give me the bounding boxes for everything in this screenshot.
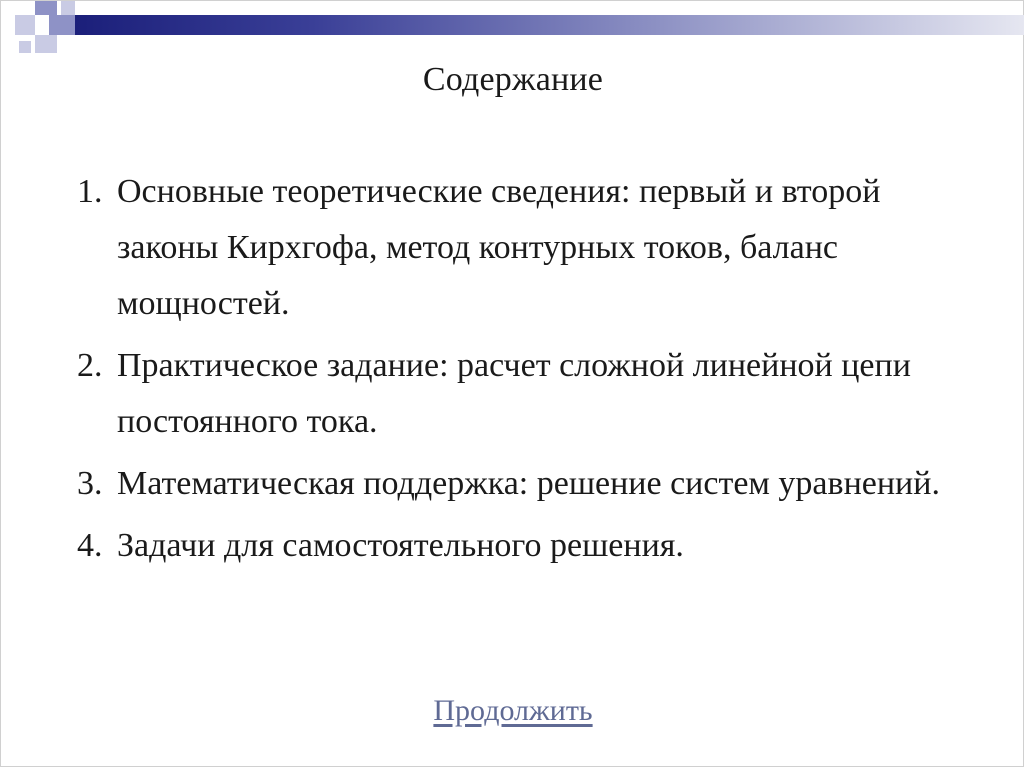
deco-square bbox=[19, 41, 31, 53]
list-item bbox=[77, 338, 977, 450]
list-item bbox=[77, 456, 977, 512]
list-item bbox=[77, 164, 977, 332]
contents-list bbox=[77, 164, 977, 580]
item-number: 2. bbox=[77, 347, 103, 384]
continue-link-container bbox=[1, 694, 1024, 728]
header-gradient-bar bbox=[75, 15, 1024, 35]
continue-link[interactable]: Продолжить bbox=[433, 694, 593, 727]
item-number: 1. bbox=[77, 173, 103, 210]
list-item bbox=[77, 518, 977, 574]
item-text: Практическое задание: расчет сложной линейной цепи постоянного тока. bbox=[117, 347, 911, 440]
item-text: Математическая поддержка: решение систем уравнений. bbox=[117, 465, 940, 502]
item-number: 3. bbox=[77, 465, 103, 502]
deco-square bbox=[35, 35, 57, 53]
item-text: Основные теоретические сведения: первый и второй законы Кирхгофа, метод контурных токов, баланс мощностей. bbox=[117, 173, 881, 322]
item-number: 4. bbox=[77, 527, 103, 564]
deco-square bbox=[61, 1, 75, 15]
item-text: Задачи для самостоятельного решения. bbox=[117, 527, 684, 564]
slide-title: Содержание bbox=[422, 61, 604, 98]
deco-square bbox=[15, 15, 35, 35]
deco-square bbox=[49, 15, 75, 35]
deco-square bbox=[35, 1, 57, 15]
